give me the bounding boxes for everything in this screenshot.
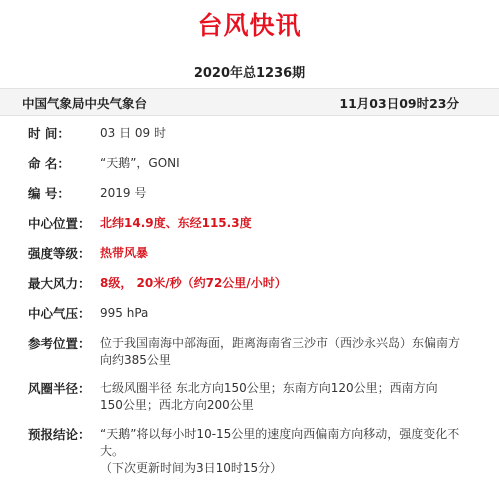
wind-radius-label: 风圈半径：: [28, 381, 91, 396]
center-position-label: 中心位置：: [28, 216, 91, 231]
number-label: 编 号：: [28, 186, 70, 201]
agency-name: 中国气象局中央气象台: [22, 96, 148, 111]
intensity-level-label: 强度等级：: [28, 246, 91, 261]
center-position-value: 北纬14.9度、东经115.3度: [100, 216, 252, 230]
forecast-value: [100, 426, 460, 477]
info-bar: [0, 88, 499, 116]
center-pressure-label: 中心气压：: [28, 306, 91, 321]
wind-radius-value: 七级风圈半径 东北方向150公里；东南方向120公里；西南方向150公里；西北方向200公里: [100, 381, 438, 412]
time-value: 03 日 09 时: [100, 126, 166, 140]
forecast-text: “天鹅”将以每小时10-15公里的速度向西偏南方向移动，强度变化不大。: [100, 427, 460, 458]
next-update-text: （下次更新时间为3日10时15分）: [100, 461, 283, 475]
number-value: 2019 号: [100, 186, 147, 200]
center-pressure-value: 995 hPa: [100, 306, 149, 320]
issue-number: 2020年总1236期: [193, 66, 306, 81]
name-value: “天鹅”，GONI: [100, 156, 180, 170]
max-wind-label: 最大风力：: [28, 276, 91, 291]
time-label: 时 间：: [28, 126, 70, 141]
forecast-label: 预报结论：: [28, 427, 91, 442]
max-wind-value: 8级， 20米/秒（约72公里/小时）: [100, 276, 287, 290]
page-title: 台风快讯: [197, 11, 302, 40]
intensity-level-value: 热带风暴: [100, 246, 149, 260]
name-label: 命 名：: [28, 156, 70, 171]
publish-datetime: 11月03日09时23分: [339, 96, 459, 111]
reference-position-value: 位于我国南海中部海面，距离海南省三沙市（西沙永兴岛）东偏南方向约385公里: [100, 336, 461, 367]
reference-position-label: 参考位置：: [28, 336, 91, 351]
